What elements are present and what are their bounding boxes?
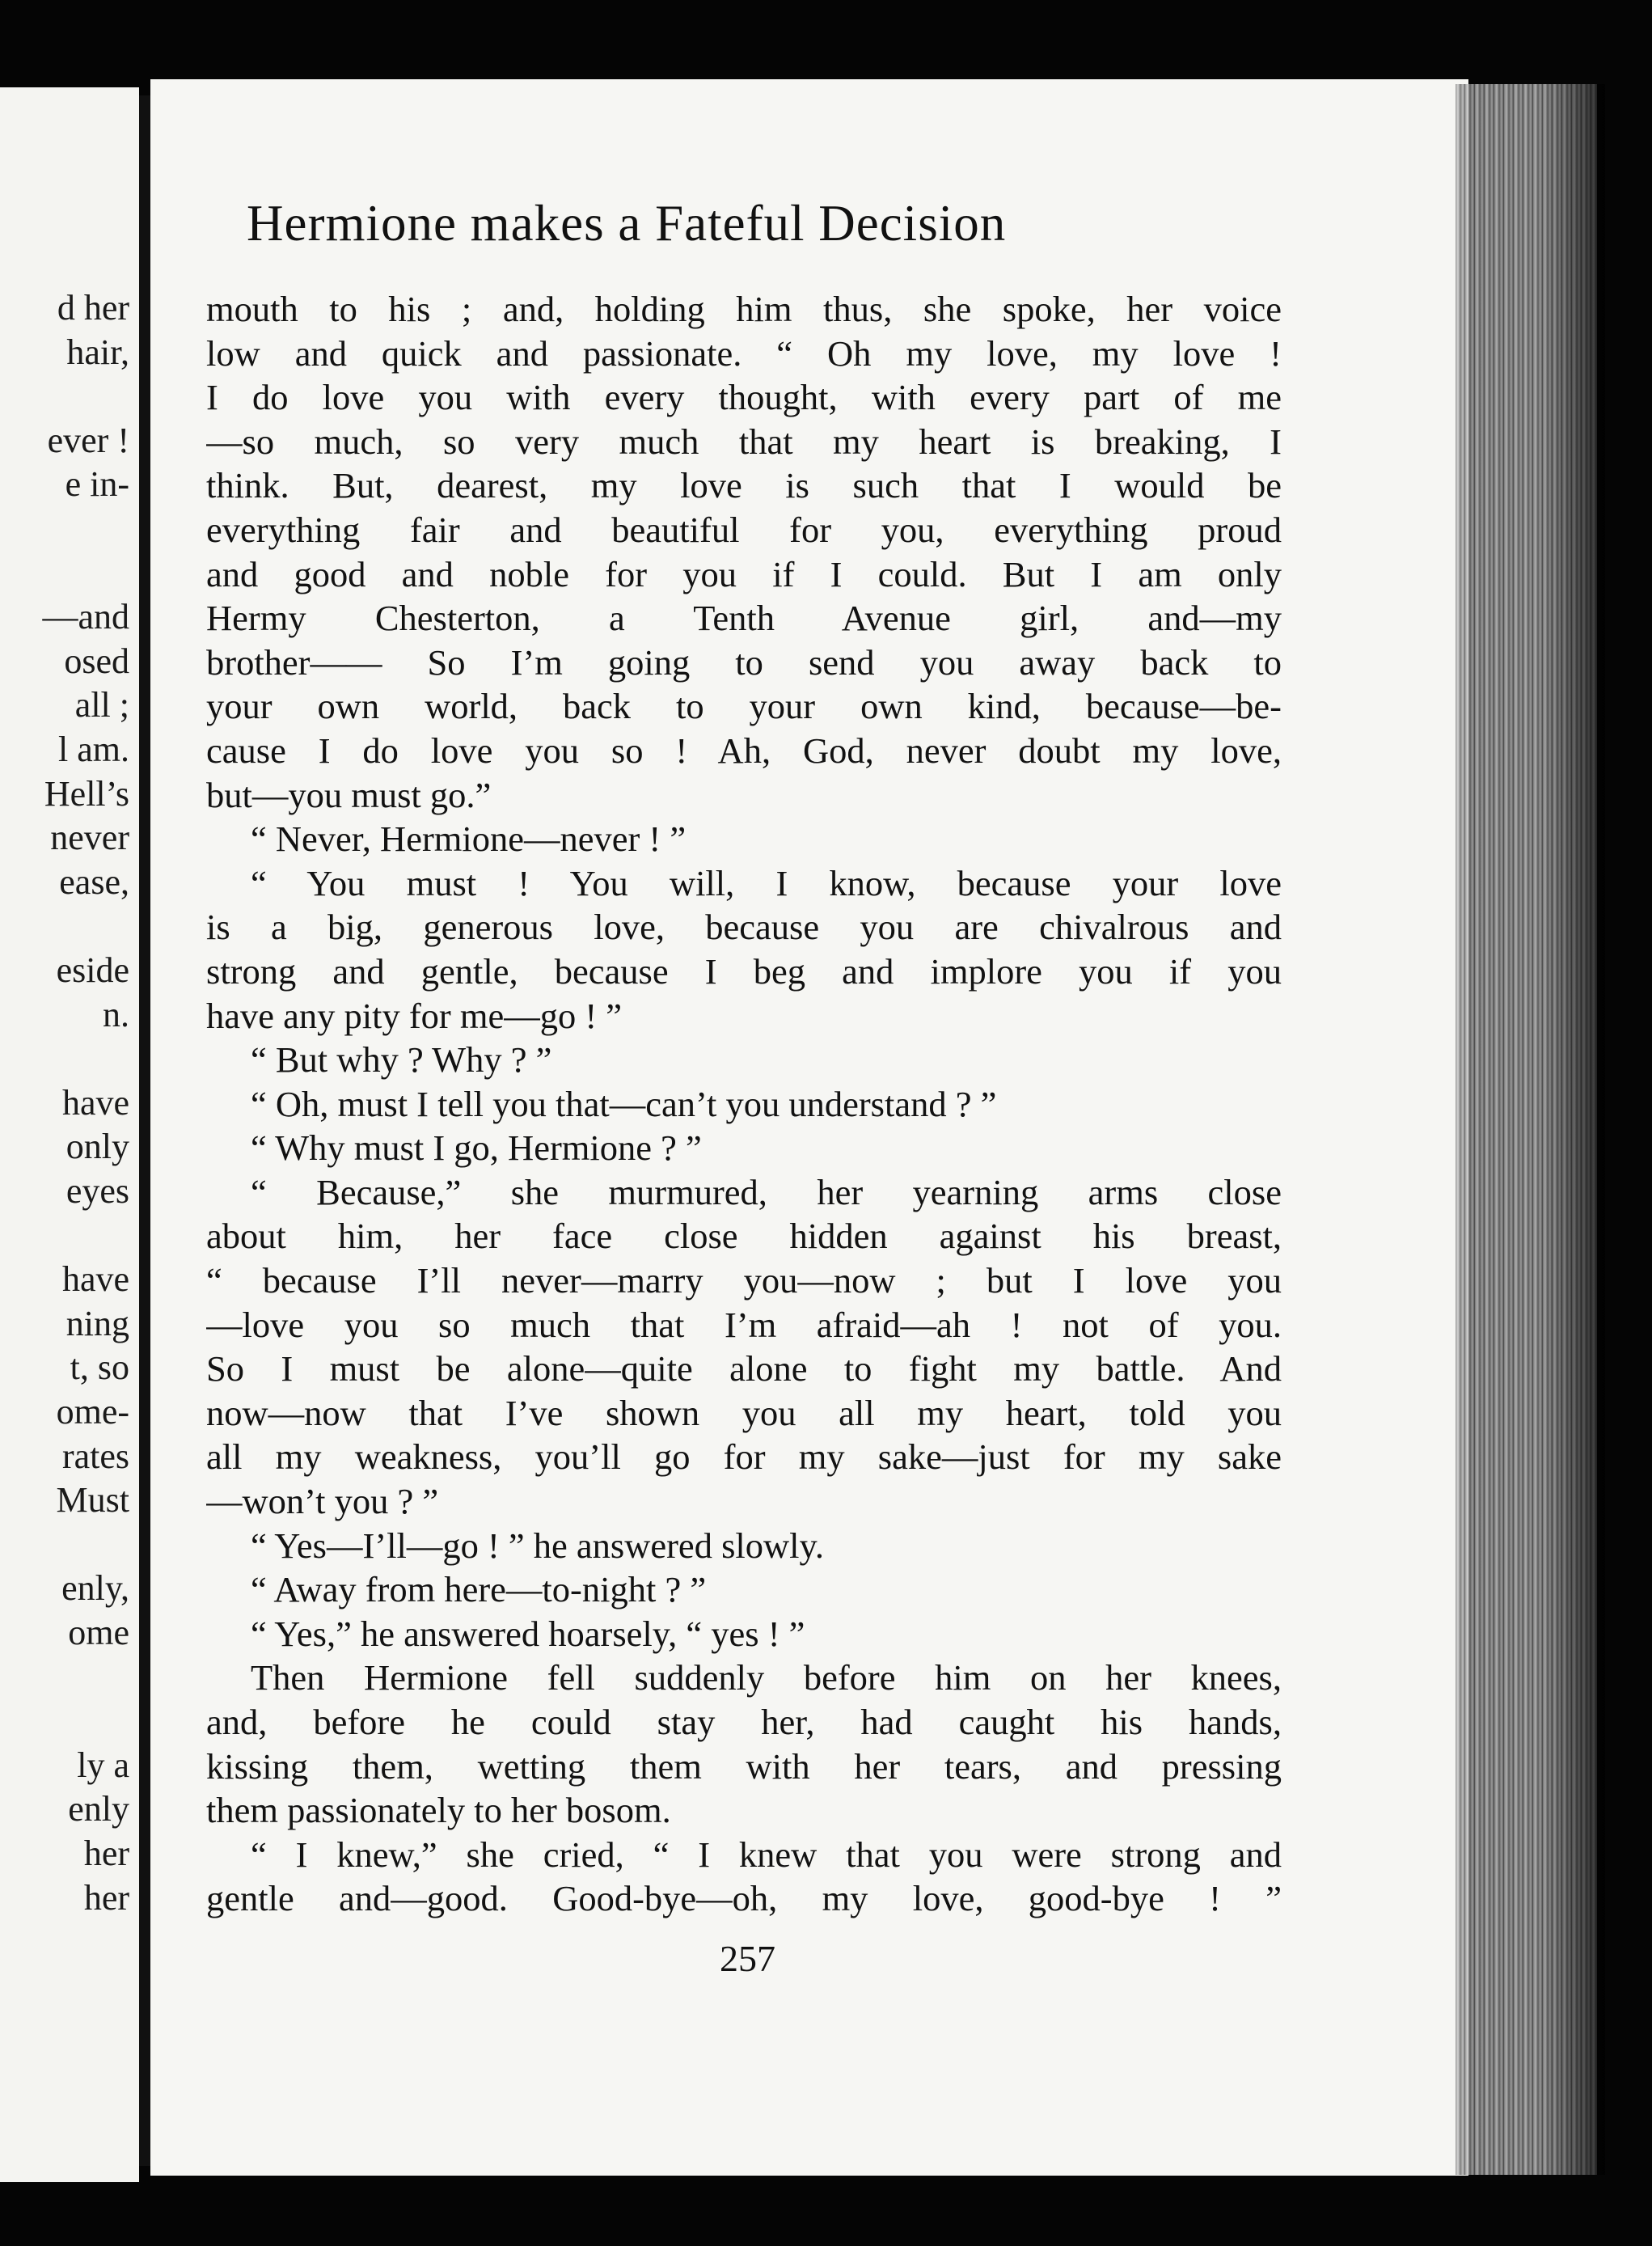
- text-line: “ Because,” she murmured, her yearning arms close: [251, 1171, 1282, 1212]
- left-page-fragment: her: [83, 1877, 129, 1918]
- left-page-fragment: ever !: [47, 420, 129, 460]
- left-page-fragment: l am.: [58, 730, 129, 769]
- text-line: “ Why must I go, Hermione ? ”: [251, 1127, 702, 1169]
- left-page-fragment: e in-: [65, 464, 129, 505]
- text-line: but—you must go.”: [206, 774, 492, 815]
- left-page-fragment: ly a: [77, 1745, 129, 1785]
- text-line: about him, her face close hidden against his breast,: [206, 1216, 1282, 1257]
- body-text: [206, 287, 1282, 1921]
- text-line: have any pity for me—go ! ”: [206, 995, 623, 1036]
- text-line: —so much, so very much that my heart is breaking, I: [206, 421, 1282, 462]
- text-line: “ Never, Hermione—never ! ”: [251, 818, 687, 860]
- text-line: —won’t you ? ”: [206, 1481, 439, 1522]
- left-page-edge: [0, 87, 139, 2182]
- text-line: “ because I’ll never—marry you—now ; but I love you: [206, 1260, 1282, 1301]
- text-line: “ Yes,” he answered hoarsely, “ yes ! ”: [251, 1613, 805, 1654]
- left-page-fragment: Hell’s: [44, 773, 129, 814]
- left-page-fragment: enly,: [61, 1568, 129, 1609]
- text-line: gentle and—good. Good-bye—oh, my love, good-bye ! ”: [206, 1878, 1282, 1919]
- text-line: strong and gentle, because I beg and implore you if you: [206, 950, 1282, 992]
- left-page-fragment: d her: [57, 288, 129, 328]
- left-page-fragment: have: [61, 1082, 129, 1123]
- text-line: is a big, generous love, because you are chivalrous and: [206, 907, 1282, 948]
- text-line: and good and noble for you if I could. But I am only: [206, 553, 1282, 594]
- text-line: “ Away from here—to-night ? ”: [251, 1569, 707, 1610]
- page-number: 257: [720, 1938, 775, 1979]
- left-page-fragment: n.: [103, 994, 129, 1034]
- left-page-fragment: osed: [64, 641, 129, 681]
- left-page-fragment: —and: [42, 597, 129, 637]
- text-line: Then Hermione fell suddenly before him on her knees,: [251, 1657, 1282, 1698]
- text-line: your own world, back to your own kind, because—be-: [206, 686, 1282, 727]
- text-line: now—now that I’ve shown you all my heart, told you: [206, 1392, 1282, 1433]
- left-page-fragment: enly: [68, 1789, 129, 1829]
- left-page-fragment: Must: [56, 1480, 129, 1521]
- text-line: “ You must ! You will, I know, because your love: [251, 862, 1282, 903]
- left-page-fragment: ome-: [56, 1392, 129, 1432]
- text-line: them passionately to her bosom.: [206, 1790, 671, 1831]
- text-line: “ I knew,” she cried, “ I knew that you were strong and: [251, 1834, 1282, 1875]
- left-page-fragment: ease,: [59, 861, 129, 902]
- text-line: “ Oh, must I tell you that—can’t you understand ? ”: [251, 1083, 997, 1124]
- left-page-fragment: all ;: [74, 685, 129, 725]
- text-line: Hermy Chesterton, a Tenth Avenue girl, and—my: [206, 598, 1282, 639]
- text-line: “ Yes—I’ll—go ! ” he answered slowly.: [251, 1525, 824, 1566]
- text-line: low and quick and passionate. “ Oh my love, my love !: [206, 332, 1282, 374]
- text-line: everything fair and beautiful for you, everything proud: [206, 509, 1282, 550]
- book-gutter: [139, 95, 150, 2166]
- left-page-fragment: eside: [56, 950, 129, 990]
- text-line: cause I do love you so ! Ah, God, never doubt my love,: [206, 730, 1282, 771]
- left-page-fragment: have: [61, 1259, 129, 1300]
- text-line: So I must be alone—quite alone to fight my battle. And: [206, 1348, 1282, 1389]
- text-line: “ But why ? Why ? ”: [251, 1039, 552, 1081]
- page-edges-shadow: [1540, 84, 1605, 2175]
- left-page-fragment: never: [50, 818, 129, 858]
- text-line: mouth to his ; and, holding him thus, she spoke, her voice: [206, 289, 1282, 329]
- text-line: think. But, dearest, my love is such that I would be: [206, 465, 1282, 506]
- text-line: kissing them, wetting them with her tears, and pressing: [206, 1745, 1282, 1787]
- text-line: and, before he could stay her, had caught his hands,: [206, 1702, 1282, 1742]
- left-page-fragment: only: [65, 1127, 129, 1167]
- left-page-fragment: ome: [68, 1613, 129, 1652]
- text-line: all my weakness, you’ll go for my sake—just for my sake: [206, 1436, 1282, 1478]
- left-page-fragment: her: [83, 1834, 129, 1873]
- left-page-fragment: rates: [61, 1436, 129, 1476]
- text-line: brother—— So I’m going to send you away back to: [206, 641, 1282, 683]
- left-page-fragment: eyes: [65, 1171, 129, 1211]
- text-line: —love you so much that I’m afraid—ah ! not of you.: [206, 1304, 1282, 1345]
- left-page-fragment: ning: [65, 1303, 129, 1343]
- running-head: Hermione makes a Fateful Decision: [247, 195, 1007, 252]
- left-page-fragment: t, so: [70, 1347, 129, 1388]
- text-line: I do love you with every thought, with every part of me: [206, 377, 1282, 418]
- left-page-fragment: hair,: [66, 332, 129, 372]
